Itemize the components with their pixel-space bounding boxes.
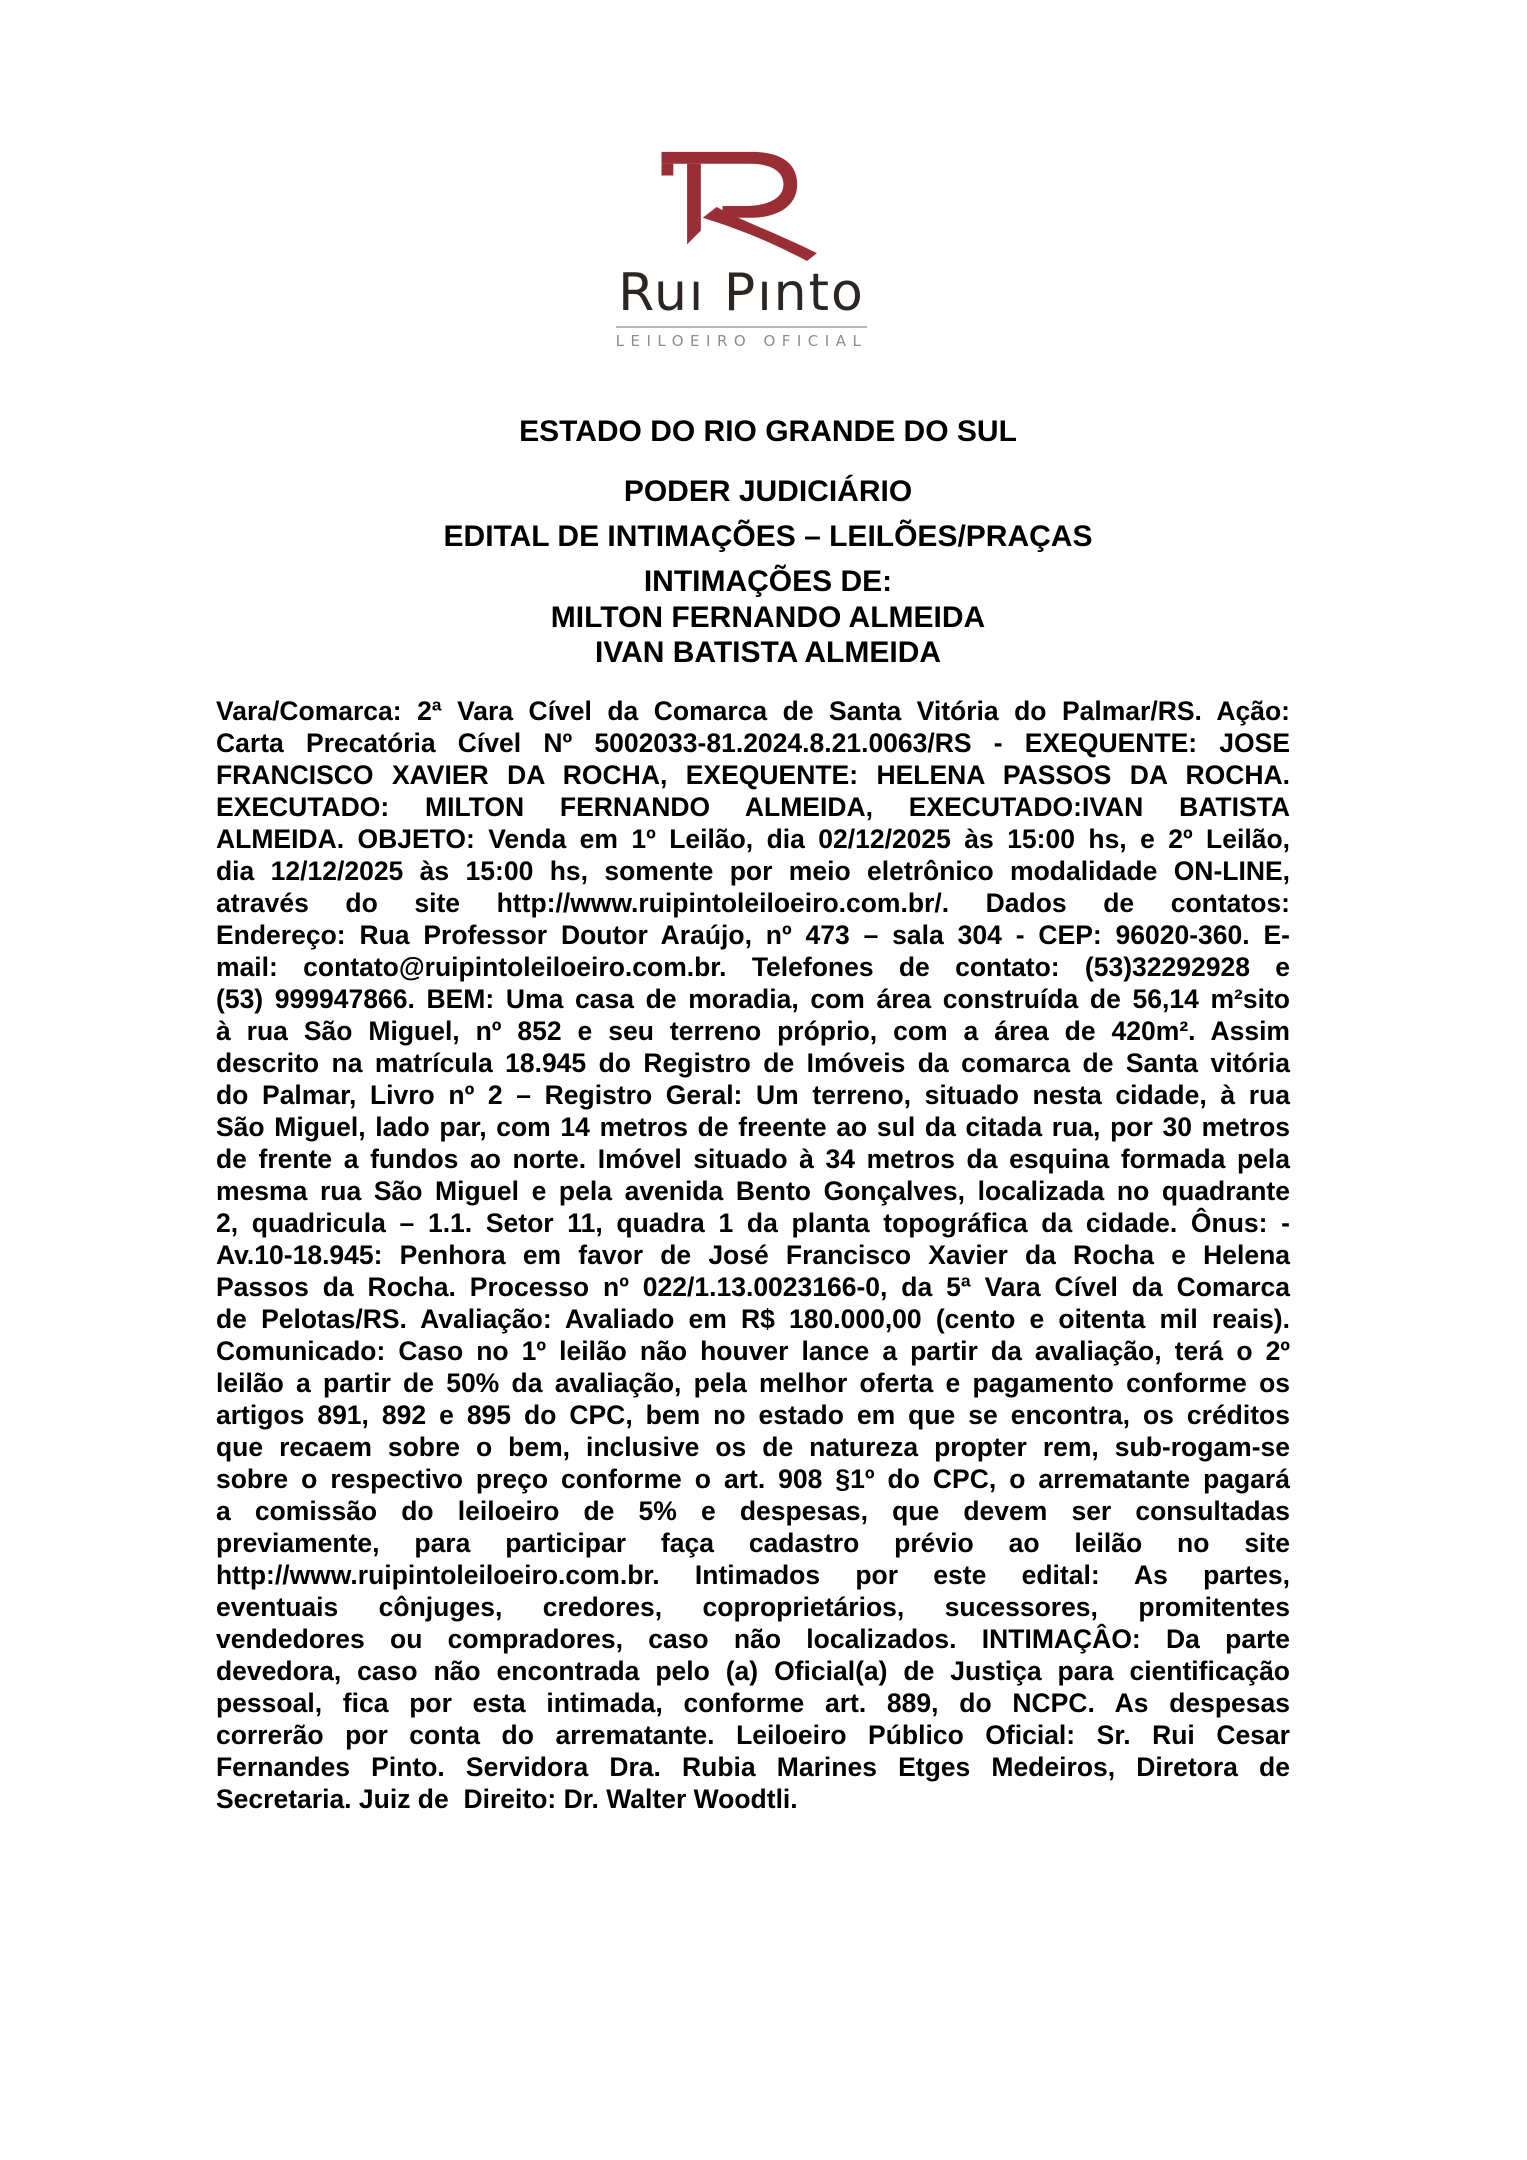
logo-wordmark: Ruı Pınto: [618, 263, 865, 323]
body-line: a comissão do leiloeiro de 5% e despesas, que devem ser consultadas: [216, 1496, 1290, 1526]
body-line: mesma rua São Miguel e pela avenida Bento Gonçalves, localizada no quadrante: [216, 1176, 1290, 1206]
body-line: pessoal, fica por esta intimada, conforme art. 889, do NCPC. As despesas: [216, 1688, 1290, 1718]
body-line: de frente a fundos ao norte. Imóvel situado à 34 metros da esquina formada pela: [216, 1144, 1290, 1174]
body-line: EXECUTADO: MILTON FERNANDO ALMEIDA, EXECUTADO:IVAN BATISTA: [216, 792, 1290, 822]
body-line: previamente, para participar faça cadastro prévio ao leilão no site: [216, 1528, 1290, 1558]
body-line: mail: contato@ruipintoleiloeiro.com.br. Telefones de contato: (53)32292928 e: [216, 952, 1290, 982]
body-line: Fernandes Pinto. Servidora Dra. Rubia Marines Etges Medeiros, Diretora de: [216, 1752, 1290, 1782]
heading-notified-label: INTIMAÇÕES DE:: [643, 565, 893, 598]
body-line: Secretaria. Juiz de Direito: Dr. Walter Woodtli.: [216, 1784, 798, 1814]
body-line: vendedores ou compradores, caso não localizados. INTIMAÇÂO: Da parte: [216, 1624, 1290, 1654]
body-line: 2, quadricula – 1.1. Setor 11, quadra 1 da planta topográfica da cidade. Ônus: -: [216, 1208, 1290, 1238]
body-line: São Miguel, lado par, com 14 metros de freente ao sul da citada rua, por 30 metros: [216, 1112, 1290, 1142]
body-line: à rua São Miguel, nº 852 e seu terreno próprio, com a área de 420m². Assim: [216, 1016, 1290, 1046]
logo: [616, 146, 868, 350]
body-line: artigos 891, 892 e 895 do CPC, bem no estado em que se encontra, os créditos: [216, 1400, 1290, 1430]
body-line: que recaem sobre o bem, inclusive os de natureza propter rem, sub-rogam-se: [216, 1432, 1290, 1462]
heading-judiciary: PODER JUDICIÁRIO: [623, 475, 913, 508]
body-line: Comunicado: Caso no 1º leilão não houver lance a partir da avaliação, terá o 2º: [216, 1336, 1290, 1366]
body-line: http://www.ruipintoleiloeiro.com.br. Intimados por este edital: As partes,: [216, 1560, 1290, 1590]
notified-name-1: MILTON FERNANDO ALMEIDA: [550, 601, 986, 634]
body-line: devedora, caso não encontrada pelo (a) Oficial(a) de Justiça para cientificação: [216, 1656, 1290, 1686]
body-line: Vara/Comarca: 2ª Vara Cível da Comarca de Santa Vitória do Palmar/RS. Ação:: [216, 696, 1290, 726]
body-line: Passos da Rocha. Processo nº 022/1.13.0023166-0, da 5ª Vara Cível da Comarca: [216, 1272, 1290, 1302]
heading-edict-title: EDITAL DE INTIMAÇÕES – LEILÕES/PRAÇAS: [443, 520, 1093, 553]
body-line: dia 12/12/2025 às 15:00 hs, somente por meio eletrônico modalidade ON-LINE,: [216, 856, 1290, 886]
body-line: correrão por conta do arrematante. Leiloeiro Público Oficial: Sr. Rui Cesar: [216, 1720, 1290, 1750]
body-line: ALMEIDA. OBJETO: Venda em 1º Leilão, dia 02/12/2025 às 15:00 hs, e 2º Leilão,: [216, 824, 1290, 854]
body-line: leilão a partir de 50% da avaliação, pela melhor oferta e pagamento conforme os: [216, 1368, 1290, 1398]
logo-divider: [616, 326, 868, 350]
body-line: eventuais cônjuges, credores, coproprietários, sucessores, promitentes: [216, 1592, 1290, 1622]
document-header: [216, 414, 1320, 670]
edict-body: [216, 695, 1290, 1815]
notified-name-2: IVAN BATISTA ALMEIDA: [594, 636, 942, 669]
body-line: sobre o respectivo preço conforme o art. 908 §1º do CPC, o arrematante pagará: [216, 1464, 1290, 1494]
body-line: através do site http://www.ruipintoleiloeiro.com.br/. Dados de contatos:: [216, 888, 1290, 918]
body-line: Carta Precatória Cível Nº 5002033-81.2024.8.21.0063/RS - EXEQUENTE: JOSE: [216, 728, 1290, 758]
logo-r-icon: [656, 146, 826, 264]
body-line: de Pelotas/RS. Avaliação: Avaliado em R$ 180.000,00 (cento e oitenta mil reais).: [216, 1304, 1290, 1334]
body-line: FRANCISCO XAVIER DA ROCHA, EXEQUENTE: HELENA PASSOS DA ROCHA.: [216, 760, 1290, 790]
logo-tagline: LEILOEIRO OFICIAL: [615, 331, 868, 350]
body-line: do Palmar, Livro nº 2 – Registro Geral: Um terreno, situado nesta cidade, à rua: [216, 1080, 1290, 1110]
body-line: descrito na matrícula 18.945 do Registro de Imóveis da comarca de Santa vitória: [216, 1048, 1290, 1078]
body-line: (53) 999947866. BEM: Uma casa de moradia, com área construída de 56,14 m²sito: [216, 984, 1290, 1014]
body-line: Av.10-18.945: Penhora em favor de José Francisco Xavier da Rocha e Helena: [216, 1240, 1290, 1270]
body-line: Endereço: Rua Professor Doutor Araújo, nº 473 – sala 304 - CEP: 96020-360. E-: [216, 920, 1290, 950]
heading-state: ESTADO DO RIO GRANDE DO SUL: [519, 415, 1017, 448]
